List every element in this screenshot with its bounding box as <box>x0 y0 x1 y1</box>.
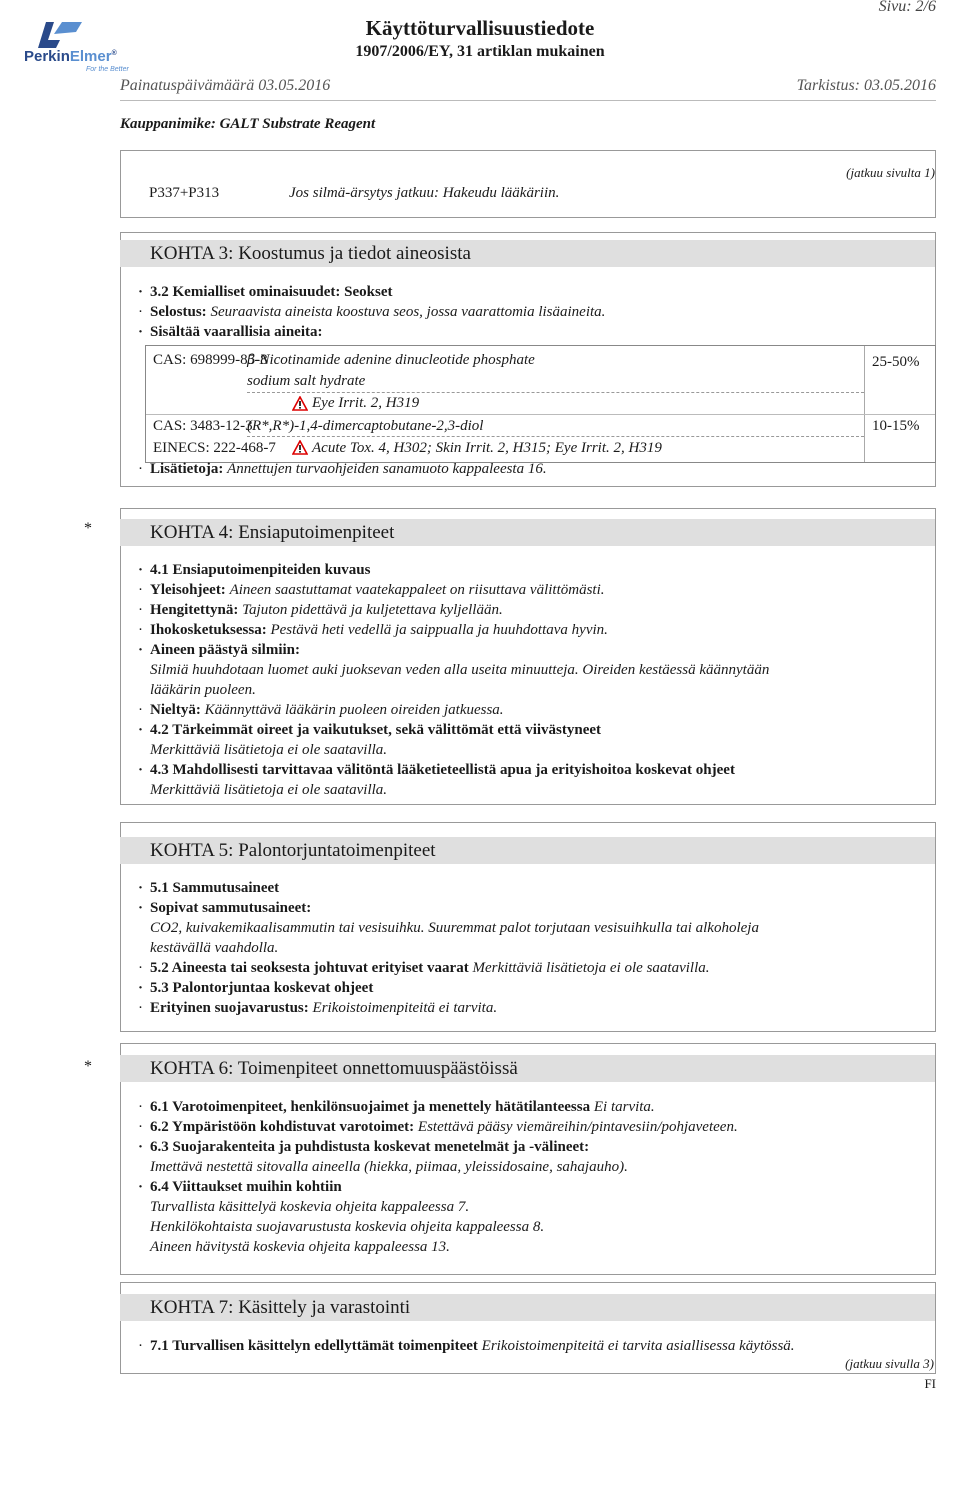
section-6-4-title: · 6.4 Viittaukset muihin kohtiin <box>138 1179 342 1195</box>
section-6-heading: KOHTA 6: Toimenpiteet onnettomuuspäästöissä <box>120 1055 935 1082</box>
continued-note: (jatkuu sivulta 1) <box>846 165 935 180</box>
table-row-1-divider <box>247 392 864 393</box>
warning-icon <box>292 440 308 455</box>
eye-contact-label: · Aineen päästyä silmiin: <box>138 642 301 658</box>
warning-icon <box>292 396 308 411</box>
section-6-2: · 6.2 Ympäristöön kohdistuvat varotoimet: Estettävä pääsy viemäreihin/pintavesiin/pohjaveteen. <box>138 1119 738 1135</box>
section-3-heading: KOHTA 3: Koostumus ja tiedot aineosista <box>120 240 935 267</box>
section-6-change-marker: * <box>84 1058 92 1075</box>
continues-note: (jatkuu sivulla 3) <box>845 1356 934 1371</box>
section-5-heading: KOHTA 5: Palontorjuntatoimenpiteet <box>120 837 935 864</box>
table-row-2-divider <box>247 436 864 437</box>
additional-info: · Lisätietoja: Annettujen turvaohjeiden sanamuoto kappaleesta 16. <box>138 461 547 477</box>
section-6-4-line-3: Aineen hävitystä koskevia ohjeita kappaleessa 13. <box>150 1239 450 1255</box>
section-4-2-title: · 4.2 Tärkeimmät oireet ja vaikutukset, sekä välittömät että viivästyneet <box>138 722 602 738</box>
p-statement-text: Jos silmä-ärsytys jatkuu: Hakeudu lääkäriin. <box>289 185 560 201</box>
section-6-4-line-1: Turvallista käsittelyä koskevia ohjeita kappaleessa 7. <box>150 1199 470 1215</box>
ingestion-advice: · Nieltyä: Käännyttävä lääkärin puoleen oireiden jatkuessa. <box>138 702 504 718</box>
logo-tagline: For the Better <box>86 66 129 73</box>
suitable-media-text-2: kestävällä vaahdolla. <box>150 940 279 956</box>
suitable-media-text-1: CO2, kuivakemikaalisammutin tai vesisuihku. Suuremmat palot torjutaan vesisuihkulla tai alkoholeja <box>150 920 759 936</box>
document-subtitle: 1907/2006/EY, 31 artiklan mukainen <box>355 43 605 60</box>
suitable-media-label: · Sopivat sammutusaineet: <box>138 900 312 916</box>
language-code: FI <box>924 1376 936 1391</box>
table-row-2-percent: 10-15% <box>872 418 920 434</box>
logo-name-a: Perkin <box>24 48 70 65</box>
section-6-3-title: · 6.3 Suojarakenteita ja puhdistusta koskevat menetelmät ja -välineet: <box>138 1139 590 1155</box>
table-row-2-einecs: EINECS: 222-468-7 <box>153 440 276 456</box>
revision-date: Tarkistus: 03.05.2016 <box>796 77 936 94</box>
print-date: Painatuspäivämäärä 03.05.2016 <box>120 77 331 94</box>
document-title: Käyttöturvallisuustiedote <box>365 16 595 40</box>
page-number: Sivu: 2/6 <box>878 0 936 15</box>
section-4-3-text: Merkittäviä lisätietoja ei ole saatavilla. <box>150 782 388 798</box>
section-3-2-title: · 3.2 Kemialliset ominaisuudet: Seokset <box>138 284 393 300</box>
section-7-heading: KOHTA 7: Käsittely ja varastointi <box>120 1294 935 1321</box>
table-row-1-hazard: Eye Irrit. 2, H319 <box>312 395 420 411</box>
substances-table <box>145 345 936 463</box>
eye-contact-text-1: Silmiä huuhdotaan luomet auki juoksevan veden alla useita minuutteja. Oireiden kestäessä käännytään <box>150 662 770 678</box>
section-7-1: · 7.1 Turvallisen käsittelyn edellyttämät toimenpiteet Erikoistoimenpiteitä ei tarvita asiallisessa käytössä. <box>138 1338 795 1354</box>
section-5-1-title: · 5.1 Sammutusaineet <box>138 880 280 896</box>
table-row-1-name-2: sodium salt hydrate <box>247 373 366 389</box>
table-row-1-name-1: β-Nicotinamide adenine dinucleotide phosphate <box>247 352 535 368</box>
logo-name-b: Elmer <box>69 48 112 65</box>
perkinelmer-logo: PerkinElmer® For the Better <box>24 20 134 80</box>
section-4-1-title: · 4.1 Ensiaputoimenpiteiden kuvaus <box>138 562 371 578</box>
section-6-1: · 6.1 Varotoimenpiteet, henkilönsuojaimet ja menettely hätätilanteessa Ei tarvita. <box>138 1099 655 1115</box>
section-6-3-text: Imettävä nestettä sitovalla aineella (hiekka, piimaa, yleissidosaine, sahajauho). <box>150 1159 628 1175</box>
mixture-description: · Selostus: Seuraavista aineista koostuva seos, jossa vaarattomia lisäaineita. <box>138 304 606 320</box>
section-4-change-marker: * <box>84 520 92 537</box>
table-row-1-percent: 25-50% <box>872 354 920 370</box>
hazardous-substances-label: · Sisältää vaarallisia aineita: <box>138 324 323 340</box>
special-hazards: · 5.2 Aineesta tai seoksesta johtuvat erityiset vaarat Merkittäviä lisätietoja ei ole saatavilla. <box>138 960 710 976</box>
header-divider <box>120 100 936 101</box>
trade-name: Kauppanimike: GALT Substrate Reagent <box>120 116 376 132</box>
section-6-4-line-2: Henkilökohtaista suojavarustusta koskevia ohjeita kappaleessa 8. <box>150 1219 545 1235</box>
continued-box <box>120 150 936 218</box>
skin-contact-advice: · Ihokosketuksessa: Pestävä heti vedellä ja saippualla ja huuhdottava hyvin. <box>138 622 608 638</box>
table-row-2-cas: CAS: 3483-12-3 <box>153 418 253 434</box>
inhalation-advice: · Hengitettynä: Tajuton pidettävä ja kuljetettava kyljellään. <box>138 602 503 618</box>
protective-equipment: · Erityinen suojavarustus: Erikoistoimenpiteitä ei tarvita. <box>138 1000 498 1016</box>
section-4-3-title: · 4.3 Mahdollisesti tarvittavaa välitöntä lääketieteellistä apua ja erityishoitoa koskevat ohjeet <box>138 762 735 778</box>
section-4-heading: KOHTA 4: Ensiaputoimenpiteet <box>120 519 935 546</box>
section-4-2-text: Merkittäviä lisätietoja ei ole saatavilla. <box>150 742 388 758</box>
eye-contact-text-2: lääkärin puoleen. <box>150 682 256 698</box>
section-5-3-title: · 5.3 Palontorjuntaa koskevat ohjeet <box>138 980 374 996</box>
table-row-2-name: (R*,R*)-1,4-dimercaptobutane-2,3-diol <box>247 418 484 434</box>
general-advice: · Yleisohjeet: Aineen saastuttamat vaatekappaleet on riisuttava välittömästi. <box>138 582 605 598</box>
percent-column-divider <box>864 346 865 462</box>
table-row-separator <box>146 414 935 415</box>
table-row-2-hazard: Acute Tox. 4, H302; Skin Irrit. 2, H315; Eye Irrit. 2, H319 <box>312 440 662 456</box>
p-statement-code: P337+P313 <box>149 185 220 201</box>
table-row-1-cas: CAS: 698999-85-8 <box>153 352 268 368</box>
